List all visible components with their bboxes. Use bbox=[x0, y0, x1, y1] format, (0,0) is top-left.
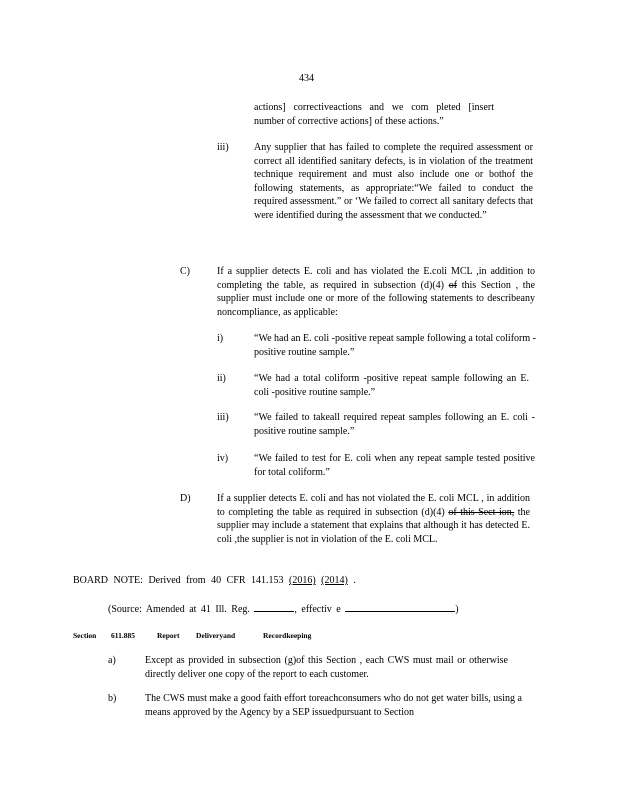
board-note-new-year: (2016) bbox=[289, 575, 316, 586]
sec-item-b-text: The CWS must make a good faith effort toreachconsumers who do not get water bills, using a means approved by the Agency by a SEP issuedpursuant to Section bbox=[145, 693, 522, 718]
c-item-ii-text: “We had a total coliform -positive repeat sample following an E. coli -positive routine sample.” bbox=[254, 373, 529, 398]
continued-paragraph: actions] correctiveactions and we com pleted [insert number of corrective actions] of these actions.” bbox=[254, 102, 494, 127]
effective-date-blank bbox=[345, 601, 455, 612]
sec-item-a-label: a) bbox=[108, 655, 116, 666]
source-note bbox=[108, 601, 459, 617]
item-C-text-2: this Section , the supplier must include one or more of the following statements to describeany noncompliance, as applicable: bbox=[217, 279, 536, 318]
item-C-text bbox=[217, 265, 535, 319]
c-item-iv-text: “We failed to test for E. coli when any repeat sample tested positive for total coliform.” bbox=[254, 453, 535, 478]
item-C-strikethrough: of bbox=[448, 279, 458, 291]
source-mid: , effectiv e bbox=[294, 604, 341, 615]
board-note-suffix: . bbox=[353, 575, 356, 586]
c-item-iv-label: iv) bbox=[217, 453, 229, 464]
board-note-old-year: (2014) bbox=[321, 575, 348, 586]
item-D-text-1: If a supplier detects E. coli and has not violated the E. coli MCL , in addition to completing the table as required in subsection (d)(4) bbox=[217, 493, 530, 518]
item-C-label: C) bbox=[180, 266, 190, 277]
item-D-label: D) bbox=[180, 493, 191, 504]
sec-item-a-text: Except as provided in subsection (g)of this Section , each CWS must mail or otherwise directly deliver one copy of the report to each customer. bbox=[145, 655, 508, 680]
section-title-report: Report bbox=[157, 631, 180, 640]
section-word: Section bbox=[73, 631, 97, 640]
c-item-i-label: i) bbox=[217, 333, 224, 344]
board-note-prefix: BOARD NOTE: Derived from 40 CFR 141.153 bbox=[73, 575, 284, 586]
c-item-iii-text: “We failed to takeall required repeat samples following an E. coli -positive routine sample.” bbox=[254, 412, 535, 437]
item-iii-label: iii) bbox=[217, 142, 229, 153]
source-prefix: (Source: Amended at 41 Ill. Reg. bbox=[108, 604, 250, 615]
item-C-text-1: If a supplier detects E. coli and has violated the E.coli MCL ,in addition to completing the table, as required in subsection (d)(4) bbox=[217, 266, 535, 291]
section-number: 611.885 bbox=[111, 631, 135, 640]
page-number: 434 bbox=[299, 73, 314, 84]
section-title-delivery: Deliveryand bbox=[196, 631, 236, 640]
sec-item-b-label: b) bbox=[108, 693, 117, 704]
c-item-iii-label: iii) bbox=[217, 412, 229, 423]
register-page-blank bbox=[254, 601, 294, 612]
item-D-text-2: the supplier may include a statement that explains that although it has detected E. coli ,the supplier is not in violation of the E. coli MCL. bbox=[217, 506, 530, 545]
source-suffix: ) bbox=[455, 604, 459, 615]
c-item-i-text: “We had an E. coli -positive repeat sample following a total coliform -positive routine sample.” bbox=[254, 333, 536, 358]
board-note bbox=[73, 574, 356, 588]
item-D-text bbox=[217, 492, 530, 546]
section-title-recordkeeping: Recordkeeping bbox=[263, 631, 312, 640]
item-D-strikethrough: of this Sect ion, bbox=[448, 506, 515, 518]
c-item-ii-label: ii) bbox=[217, 373, 226, 384]
item-iii-text: Any supplier that has failed to complete the required assessment or correct all identified sanitary defects, is in violation of the treatment technique requirement and must also include one or bothof the following statements, as appropriate:“We failed to conduct the required assessment.” or ‘We failed to correct all sanitary defects that were identified during the assessment that we conducted.” bbox=[254, 142, 533, 221]
